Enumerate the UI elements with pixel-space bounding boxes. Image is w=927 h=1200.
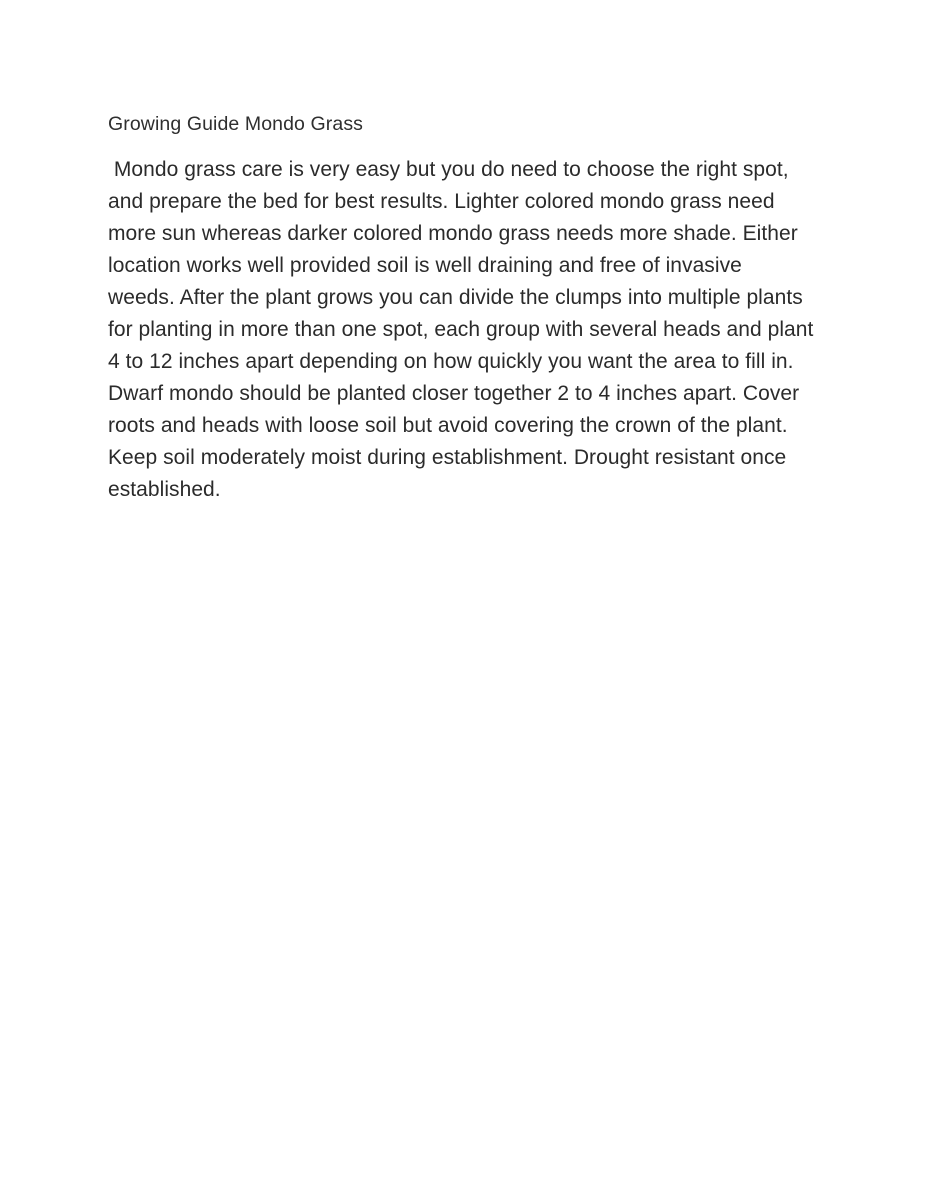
document-text-body [108, 108, 820, 506]
page-title: Growing Guide Mondo Grass [108, 113, 364, 135]
body-paragraph-1: Mondo grass care is very easy but you do need to choose the right spot, and prepare the bed for best results. Lighter colored mondo grass need more sun whereas darker colored mondo grass needs more shade. Either location works well provided soil is well draining and free of invasive weeds. After the plant grows you can divide the clumps into multiple plants for planting in more than one spot, each group with several heads and plant 4 to 12 inches apart depending on how quickly you want the area to fill in. Dwarf mondo should be planted closer together 2 to 4 inches apart. Cover roots and heads with loose soil but avoid covering the crown of the plant. Keep soil moderately moist during establishment. Drought resistant once established. [108, 158, 820, 501]
